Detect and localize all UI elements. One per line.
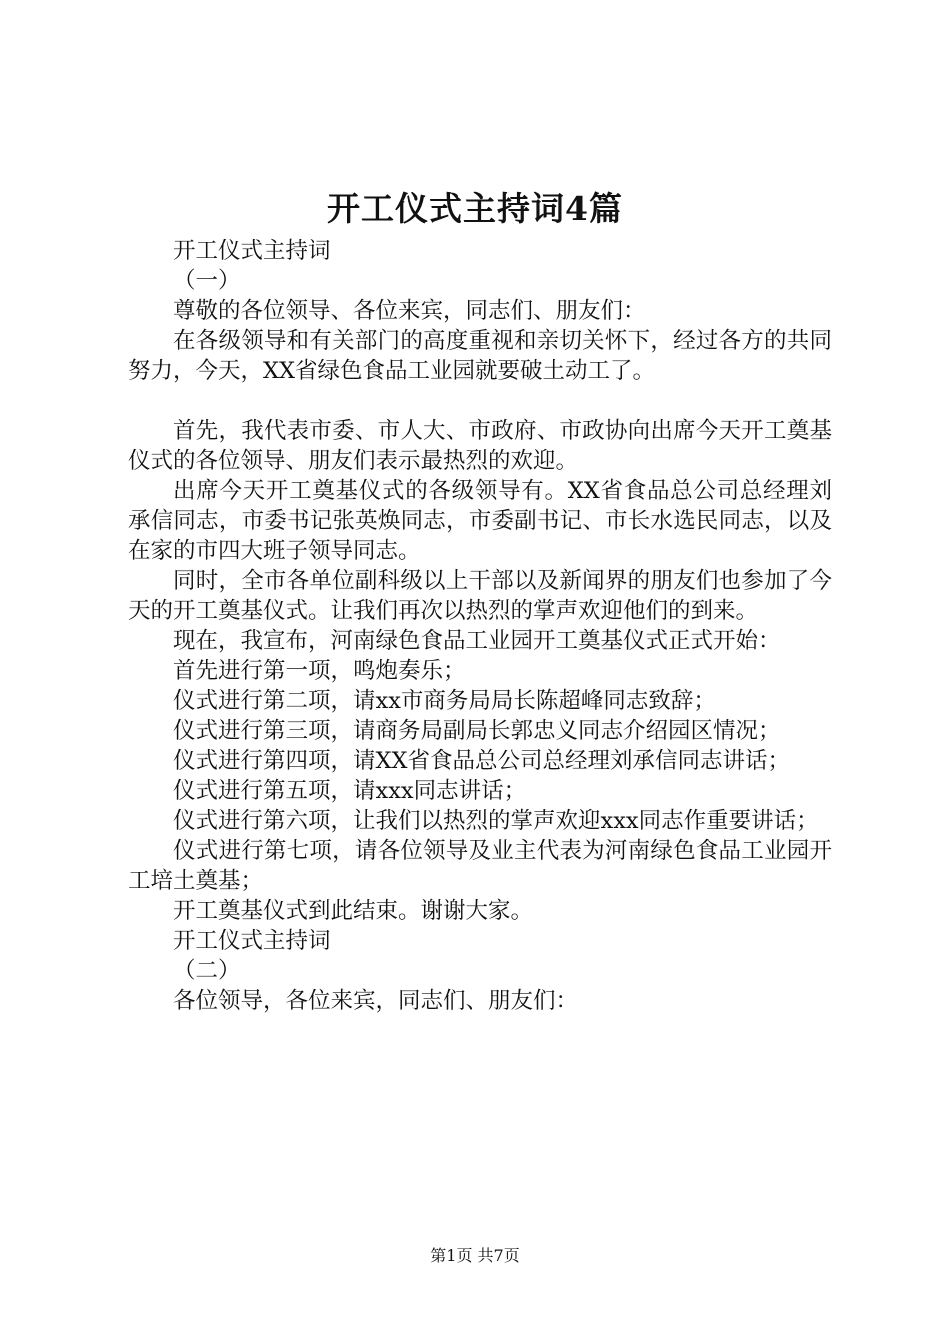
agenda-item: 首先进行第一项，鸣炮奏乐；	[173, 658, 466, 684]
agenda-item: 仪式进行第三项，请商务局副局长郭忠义同志介绍园区情况；	[173, 718, 781, 744]
section-number: （一）	[173, 268, 241, 294]
blank-line	[128, 386, 832, 416]
salutation: 各位领导，各位来宾，同志们、朋友们：	[173, 988, 579, 1014]
paragraph: 同时，全市各单位副科级以上干部以及新闻界的朋友们也参加了今天的开工奠基仪式。让我们再次以热烈的掌声欢迎他们的到来。	[128, 568, 832, 624]
page-footer: 第1页 共7页	[430, 1246, 520, 1265]
paragraph: 现在，我宣布，河南绿色食品工业园开工奠基仪式正式开始：	[173, 628, 781, 654]
agenda-item: 仪式进行第六项，让我们以热烈的掌声欢迎xxx同志作重要讲话；	[173, 808, 819, 834]
document-body	[128, 236, 832, 1016]
page-title: 开工仪式主持词4篇	[327, 189, 623, 228]
paragraph: 在各级领导和有关部门的高度重视和亲切关怀下，经过各方的共同努力，今天，XX省绿色食品工业园就要破土动工了。	[128, 328, 832, 384]
section-number: （二）	[173, 958, 241, 984]
paragraph: 首先，我代表市委、市人大、市政府、市政协向出席今天开工奠基仪式的各位领导、朋友们表示最热烈的欢迎。	[128, 418, 832, 474]
section-heading: 开工仪式主持词	[173, 928, 331, 954]
section-heading: 开工仪式主持词	[173, 238, 331, 264]
agenda-item: 仪式进行第二项，请xx市商务局局长陈超峰同志致辞；	[173, 688, 716, 714]
agenda-item: 仪式进行第七项，请各位领导及业主代表为河南绿色食品工业园开工培土奠基；	[128, 838, 832, 894]
salutation: 尊敬的各位领导、各位来宾，同志们、朋友们：	[173, 298, 646, 324]
paragraph: 出席今天开工奠基仪式的各级领导有。XX省食品总公司总经理刘承信同志，市委书记张英焕同志，市委副书记、市长水选民同志，以及在家的市四大班子领导同志。	[128, 478, 832, 564]
agenda-item: 仪式进行第五项，请xxx同志讲话；	[173, 778, 527, 804]
agenda-item: 仪式进行第四项，请XX省食品总公司总经理刘承信同志讲话；	[173, 748, 791, 774]
paragraph: 开工奠基仪式到此结束。谢谢大家。	[173, 898, 534, 924]
